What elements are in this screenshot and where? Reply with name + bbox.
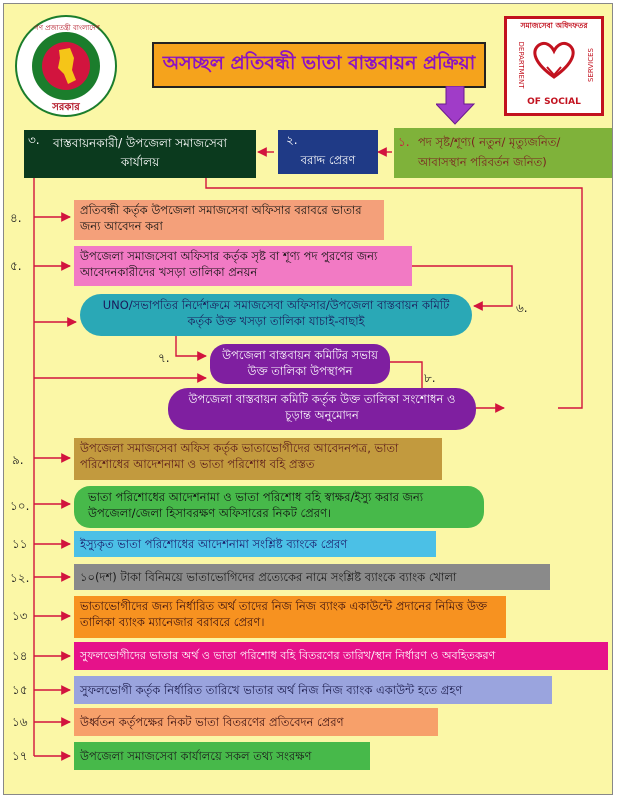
- logo-top-text: সমাজসেবা অধিদফতর: [520, 21, 588, 30]
- step-13-box: [74, 596, 506, 638]
- step-4-number: ৪.: [10, 211, 22, 225]
- step-2-number: ২.: [286, 133, 298, 147]
- step-9-text: উপজেলা সমাজসেবা অফিস কর্তৃক ভাতাভোগীদের আবেদনপত্র, ভাতা পরিশোধের আদেশনামা ও ভাতা পরিশোধ বহি প্রস্তত: [80, 441, 399, 471]
- step-15-box: [74, 676, 552, 704]
- step-12-number: ১২.: [10, 571, 30, 585]
- step-6-number: ৬.: [516, 301, 528, 315]
- step-9-number: ৯.: [12, 453, 24, 467]
- down-arrow-icon: [436, 86, 476, 126]
- step-4-text: প্রতিবন্ধী কর্তৃক উপজেলা সমাজসেবা অফিসার বরাবরে ভাতার জন্য আবেদন করা: [80, 203, 362, 233]
- step-14-text: সুফলভোগীদের ভাতার অর্থ ও ভাতা পরিশোধ বহি বিতরণের তারিখ/স্থান নির্ধারণ ও অবহিতকরণ: [80, 649, 496, 662]
- step-14-number: ১৪: [12, 649, 28, 663]
- heart-hands-icon: [529, 37, 579, 81]
- step-14-box: [74, 642, 608, 670]
- flowchart-canvas: [3, 3, 613, 795]
- step-12-text: ১০(দশ) টাকা বিনিময়ে ভাতাভোগিদের প্রত্যেকের নামে সংশ্লিষ্ট ব্যাংকে ব্যাংক খোলা: [80, 570, 457, 584]
- step-10-box: [74, 486, 484, 528]
- step-1-number: ১.: [398, 135, 410, 149]
- step-3-box: [24, 130, 256, 178]
- step-17-box: [74, 742, 370, 770]
- step-3-number: ৩.: [28, 133, 40, 147]
- step-17-text: উপজেলা সমাজসেবা কার্যালয়ে সকল তথ্য সংরক্ষণ: [80, 749, 312, 763]
- step-4-box: [74, 200, 384, 240]
- page-title-box: [152, 42, 486, 88]
- step-16-text: উর্ধ্বতন কর্তৃপক্ষের নিকট ভাতা বিতরণের প্রতিবেদন প্রেরণ: [80, 715, 344, 729]
- step-13-text: ভাতাভোগীদের জন্য নির্ধারিত অর্থ তাদের নিজ নিজ ব্যাংক একাউন্টে প্রদানের নিমিত্ত উক্ত তালিকা ব্যাংক ম্যানেজার বরাবরে প্রেরণ।: [80, 599, 488, 629]
- seal-top-text: গণ প্রজাতন্ত্রী বাংলাদেশ: [34, 24, 100, 32]
- step-1-box: [394, 128, 612, 178]
- step-6-text: UNO/সভাপতির নির্দেশক্রমে সমাজসেবা অফিসার/উপজেলা বাস্তবায়ন কমিটি কর্তৃক উক্ত খসড়া তালিকা যাচাই-বাছাই: [102, 298, 450, 328]
- step-5-number: ৫.: [10, 259, 22, 273]
- step-3-text: বাস্তবায়নকারী/ উপজেলা সমাজসেবা কার্যালয়: [53, 136, 227, 169]
- step-6-box: [80, 294, 472, 336]
- logo-bottom-text: OF SOCIAL: [527, 97, 581, 107]
- step-5-box: [74, 246, 412, 286]
- social-services-logo: [504, 16, 604, 116]
- logo-right-text: SERVICES: [587, 48, 595, 82]
- step-12-box: [74, 564, 550, 590]
- step-8-box: [168, 388, 476, 430]
- step-10-number: ১০.: [10, 499, 30, 513]
- step-13-number: ১৩: [12, 609, 28, 623]
- step-5-text: উপজেলা সমাজসেবা অফিসার কর্তৃক সৃষ্ট বা শূণ্য পদ পুরণের জন্য আবেদনকারীদের খসড়া তালিকা প্রনয়ন: [80, 249, 378, 279]
- step-9-box: [74, 438, 442, 480]
- step-11-box: [74, 531, 436, 557]
- step-15-number: ১৫: [12, 683, 28, 697]
- step-1-text: পদ সৃষ্ট/শূণ্য( নতুন/ মৃত্যুজনিত/ আবাসস্থান পরিবর্তন জনিত): [418, 135, 561, 169]
- step-11-text: ইস্যুকৃত ভাতা পরিশোধের আদেশনামা সংশ্লিষ্ট ব্যাংকে প্রেরণ: [80, 537, 348, 551]
- page-title: অসচ্ছল প্রতিবন্ধী ভাতা বাস্তবায়ন প্রক্রিয়া: [162, 52, 476, 74]
- step-11-number: ১১: [12, 537, 28, 551]
- seal-bottom-text: সরকার: [52, 102, 80, 113]
- step-7-number: ৭.: [158, 351, 170, 365]
- step-8-number: ৮.: [424, 371, 436, 385]
- logo-left-text: DEPARTMENT: [517, 41, 525, 89]
- step-17-number: ১৭: [12, 749, 28, 763]
- step-10-text: ভাতা পরিশোধের আদেশনামা ও ভাতা পরিশোধ বহি স্বাক্ষর/ইস্যু করার জন্য উপজেলা/জেলা হিসাবরক্ষণ অফিসারের নিকট প্রেরণ।: [88, 490, 424, 520]
- step-16-number: ১৬: [12, 715, 28, 729]
- step-2-text: বরাদ্দ প্রেরণ: [300, 153, 356, 167]
- step-7-box: [210, 344, 390, 384]
- step-7-text: উপজেলা বাস্তবায়ন কমিটির সভায় উক্ত তালিকা উপস্থাপন: [222, 348, 378, 378]
- step-16-box: [74, 708, 438, 736]
- step-15-text: সুফলভোগী কর্তৃক নির্ধারিত তারিখে ভাতার অর্থ নিজ নিজ ব্যাংক একাউন্ট হতে গ্রহণ: [80, 683, 463, 697]
- step-8-text: উপজেলা বাস্তবায়ন কমিটি কর্তৃক উক্ত তালিকা সংশোধন ও চূড়ান্ত অনুমোদন: [188, 392, 456, 422]
